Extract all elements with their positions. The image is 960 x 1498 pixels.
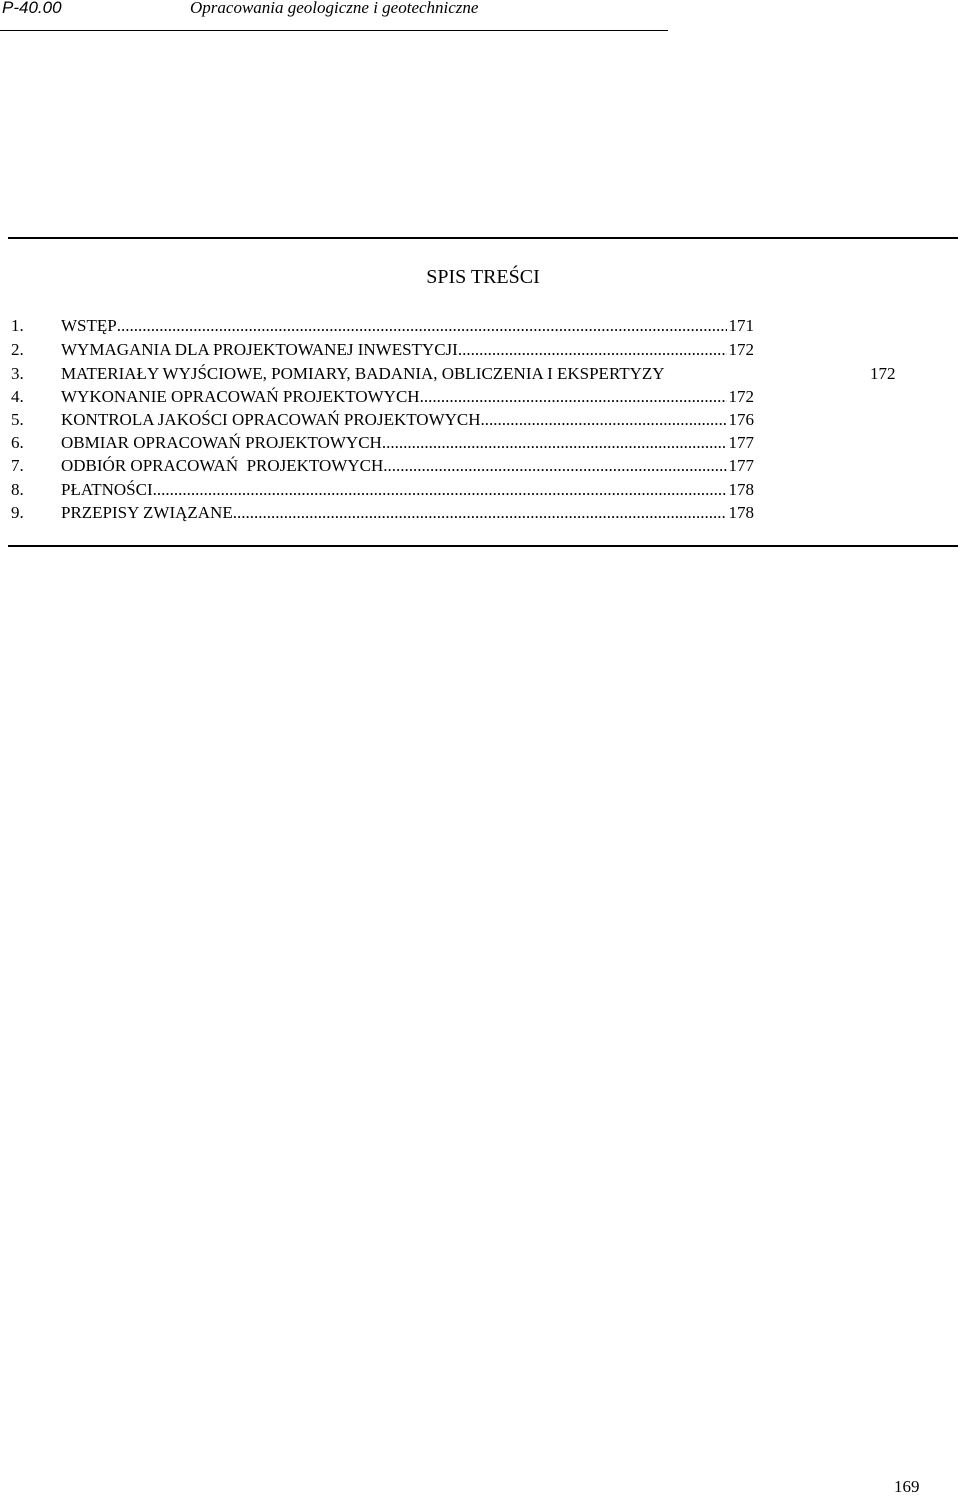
- toc-entry-page: 172: [870, 364, 896, 383]
- toc-entry-page: 171: [728, 316, 754, 335]
- toc-entry-number: 5.: [11, 410, 24, 429]
- toc-entry-label: ODBIÓR OPRACOWAŃ PROJEKTOWYCH: [61, 456, 384, 475]
- page-number: 169: [894, 1477, 920, 1496]
- toc-entry-page: 178: [728, 503, 754, 522]
- toc-entry-label: PRZEPISY ZWIĄZANE: [61, 503, 233, 522]
- toc-entry-page: 177: [728, 456, 754, 475]
- toc-entry-label: WYMAGANIA DLA PROJEKTOWANEJ INWESTYCJI: [61, 340, 458, 359]
- dot-leader: [233, 501, 727, 524]
- dot-leader: [382, 431, 727, 454]
- table-of-contents: [0, 0, 960, 600]
- dot-leader: [117, 314, 727, 337]
- toc-entry-page: 172: [728, 387, 754, 406]
- toc-entry-number: 6.: [11, 433, 24, 452]
- toc-entry-label: MATERIAŁY WYJŚCIOWE, POMIARY, BADANIA, OBLICZENIA I EKSPERTYZY: [61, 364, 665, 383]
- toc-entry-page: 177: [728, 433, 754, 452]
- toc-entry-number: 9.: [11, 503, 24, 522]
- toc-entry-label: OBMIAR OPRACOWAŃ PROJEKTOWYCH: [61, 433, 382, 452]
- dot-leader: [420, 385, 727, 408]
- dot-leader: [383, 454, 726, 477]
- toc-entry-number: 2.: [11, 340, 24, 359]
- toc-entry-label: KONTROLA JAKOŚCI OPRACOWAŃ PROJEKTOWYCH: [61, 410, 481, 429]
- toc-entry-page: 176: [728, 410, 754, 429]
- toc-entry-number: 8.: [11, 480, 24, 499]
- toc-entry-label: PŁATNOŚCI: [61, 480, 153, 499]
- toc-entry-label: WSTĘP: [61, 316, 117, 335]
- document-title: Opracowania geologiczne i geotechniczne: [190, 0, 479, 17]
- toc-bottom-divider: [8, 545, 958, 547]
- toc-heading: SPIS TREŚCI: [426, 266, 540, 288]
- dot-leader: [481, 408, 727, 431]
- dot-leader: [153, 478, 727, 501]
- toc-entry-number: 1.: [11, 316, 24, 335]
- toc-entry-number: 7.: [11, 456, 24, 475]
- dot-leader: [458, 338, 727, 361]
- toc-entry-page: 172: [728, 340, 754, 359]
- toc-entry-page: 178: [728, 480, 754, 499]
- toc-entry-number: 4.: [11, 387, 24, 406]
- toc-entry-number: 3.: [11, 364, 24, 383]
- spec-code: P-40.00: [2, 0, 62, 17]
- toc-entry-label: WYKONANIE OPRACOWAŃ PROJEKTOWYCH: [61, 387, 420, 406]
